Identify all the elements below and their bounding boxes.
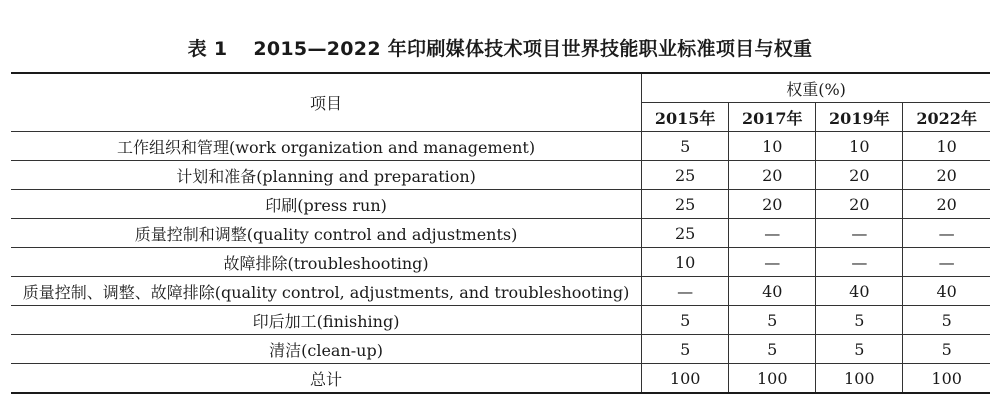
value-cell: 5: [903, 306, 990, 335]
value-cell: —: [729, 219, 816, 248]
item-cell: 故障排除(troubleshooting): [11, 248, 642, 277]
table-row: [11, 161, 990, 190]
value-cell: 100: [642, 364, 729, 394]
value-cell: 40: [816, 277, 903, 306]
year-header: 2019年: [816, 103, 903, 132]
item-cell: 计划和准备(planning and preparation): [11, 161, 642, 190]
value-cell: 5: [903, 335, 990, 364]
value-cell: 10: [729, 132, 816, 161]
table-row: [11, 335, 990, 364]
value-cell: —: [903, 248, 990, 277]
value-cell: 100: [903, 364, 990, 394]
item-cell: 印刷(press run): [11, 190, 642, 219]
value-cell: 100: [816, 364, 903, 394]
value-cell: 20: [903, 161, 990, 190]
value-cell: 20: [729, 161, 816, 190]
value-cell: 5: [816, 335, 903, 364]
value-cell: —: [816, 248, 903, 277]
year-header: 2015年: [642, 103, 729, 132]
table-row: [11, 132, 990, 161]
value-cell: 10: [642, 248, 729, 277]
value-cell: 40: [903, 277, 990, 306]
value-cell: 10: [816, 132, 903, 161]
item-cell: 印后加工(finishing): [11, 306, 642, 335]
caption-title: 2015—2022 年印刷媒体技术项目世界技能职业标准项目与权重: [253, 38, 813, 60]
item-cell: 质量控制和调整(quality control and adjustments): [11, 219, 642, 248]
value-cell: —: [729, 248, 816, 277]
table-row: [11, 248, 990, 277]
value-cell: 20: [729, 190, 816, 219]
table-caption: [0, 34, 1000, 61]
weights-table: [11, 72, 990, 394]
value-cell: 25: [642, 161, 729, 190]
value-cell: 25: [642, 219, 729, 248]
value-cell: 5: [729, 335, 816, 364]
value-cell: 40: [729, 277, 816, 306]
table-row: [11, 306, 990, 335]
item-cell: 质量控制、调整、故障排除(quality control, adjustments, and troubleshooting): [11, 277, 642, 306]
item-cell: 清洁(clean-up): [11, 335, 642, 364]
item-cell: 总计: [11, 364, 642, 394]
value-cell: —: [642, 277, 729, 306]
value-cell: 100: [729, 364, 816, 394]
year-header: 2022年: [903, 103, 990, 132]
value-cell: 5: [729, 306, 816, 335]
value-cell: —: [816, 219, 903, 248]
table-row: [11, 190, 990, 219]
value-cell: 5: [642, 335, 729, 364]
value-cell: 5: [816, 306, 903, 335]
table-row: [11, 219, 990, 248]
value-cell: 25: [642, 190, 729, 219]
value-cell: 20: [816, 161, 903, 190]
item-cell: 工作组织和管理(work organization and management): [11, 132, 642, 161]
item-header: 项目: [11, 73, 642, 132]
year-header: 2017年: [729, 103, 816, 132]
value-cell: 20: [816, 190, 903, 219]
value-cell: —: [903, 219, 990, 248]
value-cell: 10: [903, 132, 990, 161]
table-row: [11, 277, 990, 306]
weight-header: 权重(%): [642, 73, 990, 103]
value-cell: 5: [642, 132, 729, 161]
value-cell: 5: [642, 306, 729, 335]
total-row: [11, 364, 990, 394]
value-cell: 20: [903, 190, 990, 219]
caption-label: 表 1: [187, 38, 228, 60]
